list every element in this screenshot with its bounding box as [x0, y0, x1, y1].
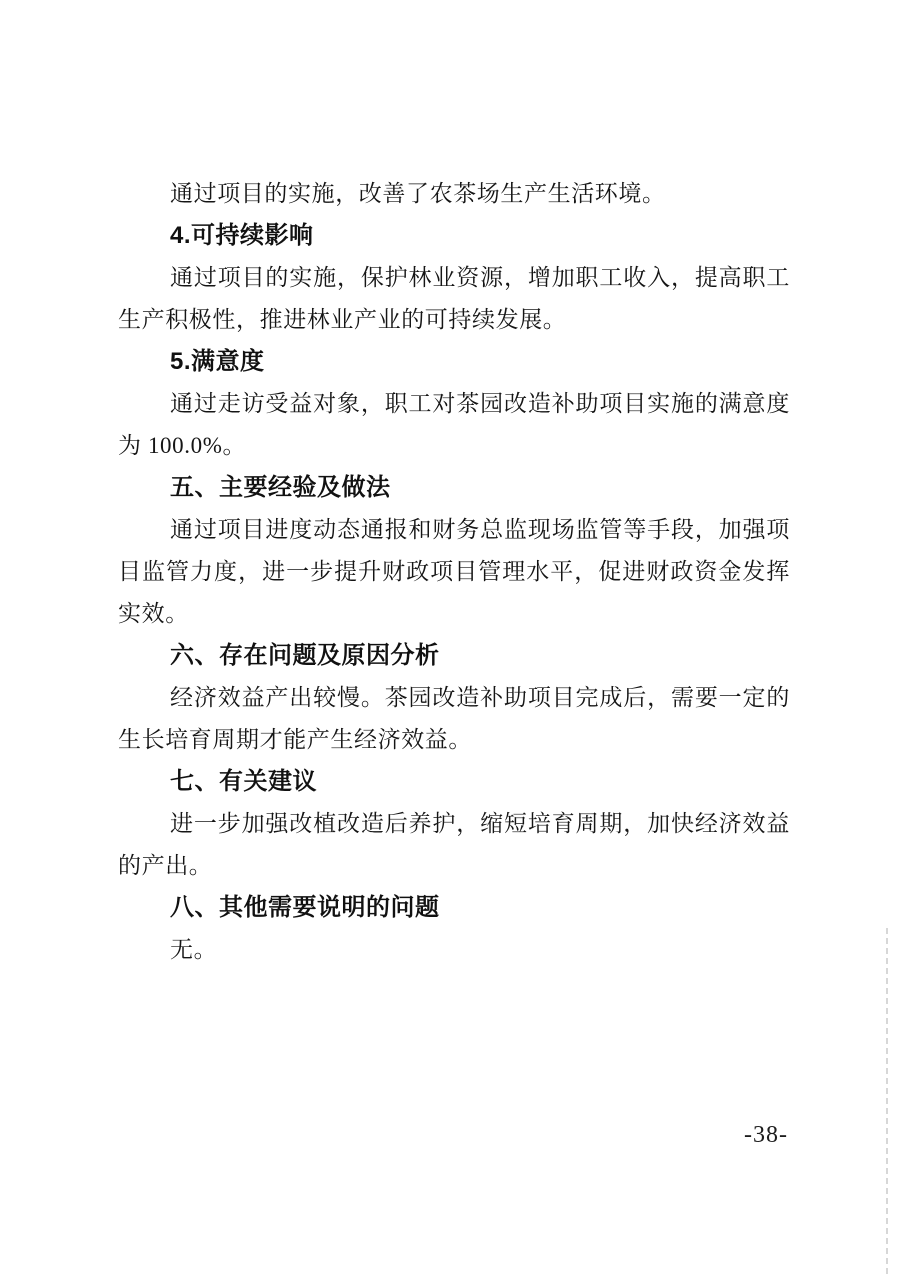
- section-heading-5: 五、主要经验及做法: [170, 474, 391, 501]
- section-heading-6: 六、存在问题及原因分析: [170, 642, 440, 669]
- body-paragraph: 无。: [170, 937, 218, 962]
- body-paragraph: 经济效益产出较慢。茶园改造补助项目完成后，需要一定的生长培育周期才能产生经济效益。: [118, 685, 790, 752]
- subsection-heading-4: 4.可持续影响: [170, 222, 314, 249]
- body-paragraph: 通过项目的实施，保护林业资源，增加职工收入，提高职工生产积极性，推进林业产业的可持续发展。: [118, 265, 790, 332]
- section-heading-8: 八、其他需要说明的问题: [170, 894, 440, 921]
- body-paragraph: 通过项目的实施，改善了农茶场生产生活环境。: [170, 181, 666, 206]
- section-heading-7: 七、有关建议: [170, 768, 317, 795]
- body-paragraph: 通过项目进度动态通报和财务总监现场监管等手段，加强项目监管力度，进一步提升财政项目管理水平，促进财政资金发挥实效。: [118, 517, 790, 626]
- document-body: [118, 173, 790, 971]
- subsection-heading-5: 5.满意度: [170, 348, 265, 375]
- scan-artifact-dashed-line: [886, 928, 888, 1274]
- page-number: -38-: [744, 1122, 788, 1148]
- body-paragraph: 通过走访受益对象，职工对茶园改造补助项目实施的满意度为 100.0%。: [118, 391, 790, 458]
- body-paragraph: 进一步加强改植改造后养护，缩短培育周期，加快经济效益的产出。: [118, 811, 790, 878]
